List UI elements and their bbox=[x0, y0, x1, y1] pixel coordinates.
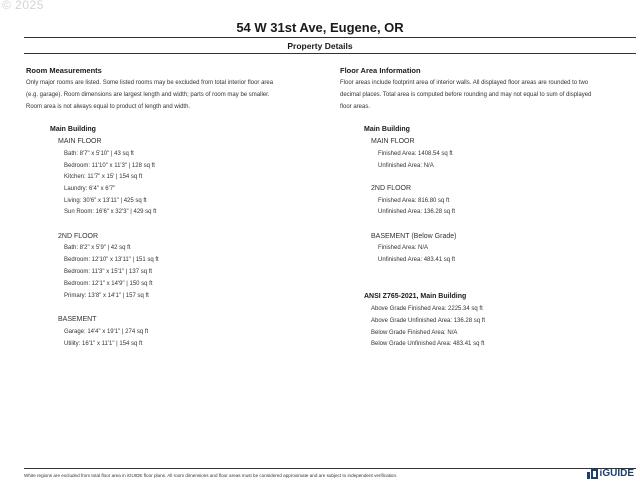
room-line: Bath: 8'7" x 5'10" | 43 sq ft bbox=[64, 151, 134, 157]
footer-divider bbox=[24, 468, 636, 469]
footer-note: White regions are excluded from total floor area in iGUIDE floor plans. All room dimensions and floor areas must be considered approximate and are subject to independent verification. bbox=[24, 473, 398, 478]
room-floor-2nd: 2ND FLOOR bbox=[58, 233, 99, 240]
room-line: Primary: 13'8" x 14'1" | 157 sq ft bbox=[64, 293, 149, 299]
room-line: Living: 30'6" x 13'11" | 425 sq ft bbox=[64, 198, 147, 204]
room-line: Laundry: 6'4" x 6'7" bbox=[64, 186, 116, 192]
ansi-title: ANSI Z765-2021, Main Building bbox=[364, 293, 467, 300]
area-line: Finished Area: 816.80 sq ft bbox=[378, 198, 450, 204]
room-line: Bedroom: 12'10" x 13'11" | 151 sq ft bbox=[64, 257, 159, 263]
room-line: Bath: 8'2" x 5'9" | 42 sq ft bbox=[64, 245, 131, 251]
iguide-logo bbox=[587, 468, 634, 479]
page-subtitle: Property Details bbox=[287, 41, 353, 51]
area-line: Unfinished Area: 136.28 sq ft bbox=[378, 209, 456, 215]
room-line: Utility: 16'1" x 11'1" | 154 sq ft bbox=[64, 341, 143, 347]
room-floor-main: MAIN FLOOR bbox=[58, 138, 102, 145]
page-title: 54 W 31st Ave, Eugene, OR bbox=[236, 20, 404, 35]
room-floor-basement: BASEMENT bbox=[58, 316, 97, 323]
iguide-logo-text: iGUIDE bbox=[599, 468, 634, 479]
title-divider bbox=[24, 37, 636, 38]
area-floor-basement: BASEMENT (Below Grade) bbox=[371, 233, 457, 240]
room-line: Bedroom: 11'10" x 11'3" | 128 sq ft bbox=[64, 163, 155, 169]
floor-area-description: Floor areas include footprint area of interior walls. All displayed floor areas are rounded to two decimal places. Total area is computed before rounding and may not equal to sum of displayed floor areas. bbox=[340, 80, 592, 110]
subtitle-divider bbox=[24, 53, 636, 54]
room-measurements-title: Room Measurements bbox=[26, 66, 102, 75]
room-line: Garage: 14'4" x 19'1" | 274 sq ft bbox=[64, 329, 149, 335]
floor-area-title: Floor Area Information bbox=[340, 66, 421, 75]
copyright-watermark: © 2025 bbox=[2, 0, 44, 12]
room-measurements-description: Only major rooms are listed. Some listed rooms may be excluded from total interior floor area (e.g. garage). Room dimensions are largest length and width; parts of room may be smaller. Room area is not always equal to product of length and width. bbox=[26, 80, 274, 110]
room-line: Kitchen: 11'7" x 15' | 154 sq ft bbox=[64, 174, 143, 180]
room-line: Bedroom: 12'1" x 14'9" | 150 sq ft bbox=[64, 281, 153, 287]
area-line: Finished Area: N/A bbox=[378, 245, 429, 251]
ansi-line: Below Grade Finished Area: N/A bbox=[371, 330, 458, 336]
area-building-label: Main Building bbox=[364, 126, 410, 133]
area-floor-2nd: 2ND FLOOR bbox=[371, 185, 412, 192]
area-floor-main: MAIN FLOOR bbox=[371, 138, 415, 145]
ansi-line: Above Grade Unfinished Area: 136.28 sq ft bbox=[371, 318, 486, 324]
room-line: Sun Room: 16'6" x 32'3" | 429 sq ft bbox=[64, 209, 157, 215]
ansi-line: Above Grade Finished Area: 2225.34 sq ft bbox=[371, 306, 483, 312]
area-line: Unfinished Area: 483.41 sq ft bbox=[378, 257, 456, 263]
room-building-label: Main Building bbox=[50, 126, 96, 133]
area-line: Finished Area: 1408.54 sq ft bbox=[378, 151, 453, 157]
area-line: Unfinished Area: N/A bbox=[378, 163, 434, 169]
room-line: Bedroom: 11'3" x 15'1" | 137 sq ft bbox=[64, 269, 153, 275]
iguide-logo-icon bbox=[587, 469, 598, 479]
ansi-line: Below Grade Unfinished Area: 483.41 sq ft bbox=[371, 341, 485, 347]
